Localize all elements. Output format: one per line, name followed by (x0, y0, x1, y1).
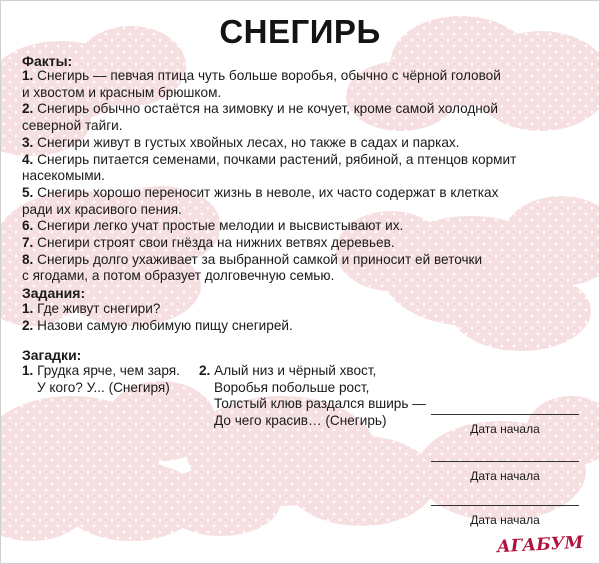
date-line[interactable] (431, 461, 579, 462)
date-label: Дата начала (470, 469, 540, 483)
tasks-list (22, 301, 293, 334)
date-field[interactable] (431, 461, 579, 483)
date-label: Дата начала (470, 513, 540, 527)
fact-item: 5. Снегирь хорошо переносит жизнь в неволе, их часто содержат в клетках ради их красивого пения. (22, 184, 499, 217)
fact-item: 1. Снегирь — певчая птица чуть больше воробья, обычно с чёрной головой и хвостом и красным брюшком. (22, 68, 501, 100)
fact-item: 3. Снегири живут в густых хвойных лесах, но также в садах и парках. (22, 134, 460, 150)
date-line[interactable] (431, 505, 579, 506)
task-item: 1. Где живут снегири? (22, 301, 161, 316)
tasks-heading: Задания: (22, 285, 86, 301)
riddle-item: 1. Грудка ярче, чем заря. У кого? У... (Снегиря) (22, 363, 180, 395)
svg-text:АГАБУМ: АГАБУМ (496, 532, 584, 558)
riddle-item: 2. Алый низ и чёрный хвост, Воробья побольше рост, Толстый клюв раздался вширь — До чего красив… (Снегирь) (199, 363, 426, 429)
fact-item: 4. Снегирь питается семенами, почками растений, рябиной, а птенцов кормит насекомыми. (22, 151, 517, 184)
riddles-heading: Загадки: (22, 347, 82, 363)
date-field[interactable] (431, 505, 579, 527)
fact-item: 2. Снегирь обычно остаётся на зимовку и не кочует, кроме самой холодной северной тайги. (22, 101, 498, 134)
facts-list (22, 68, 597, 285)
date-label: Дата начала (470, 422, 540, 436)
facts-heading: Факты: (22, 53, 73, 69)
agabum-logo (495, 528, 585, 558)
task-item: 2. Назови самую любимую пищу снегирей. (22, 317, 293, 333)
fact-item: 8. Снегирь долго ухаживает за выбранной самкой и приносит ей веточки с ягодами, а потом образует долговечную семью. (22, 251, 483, 284)
page-title: СНЕГИРЬ (219, 13, 381, 50)
date-line[interactable] (431, 414, 579, 415)
fact-item: 6. Снегири легко учат простые мелодии и высвистывают их. (22, 218, 404, 234)
fact-item: 7. Снегири строят свои гнёзда на нижних ветвях деревьев. (22, 235, 395, 251)
date-field[interactable] (431, 414, 579, 436)
